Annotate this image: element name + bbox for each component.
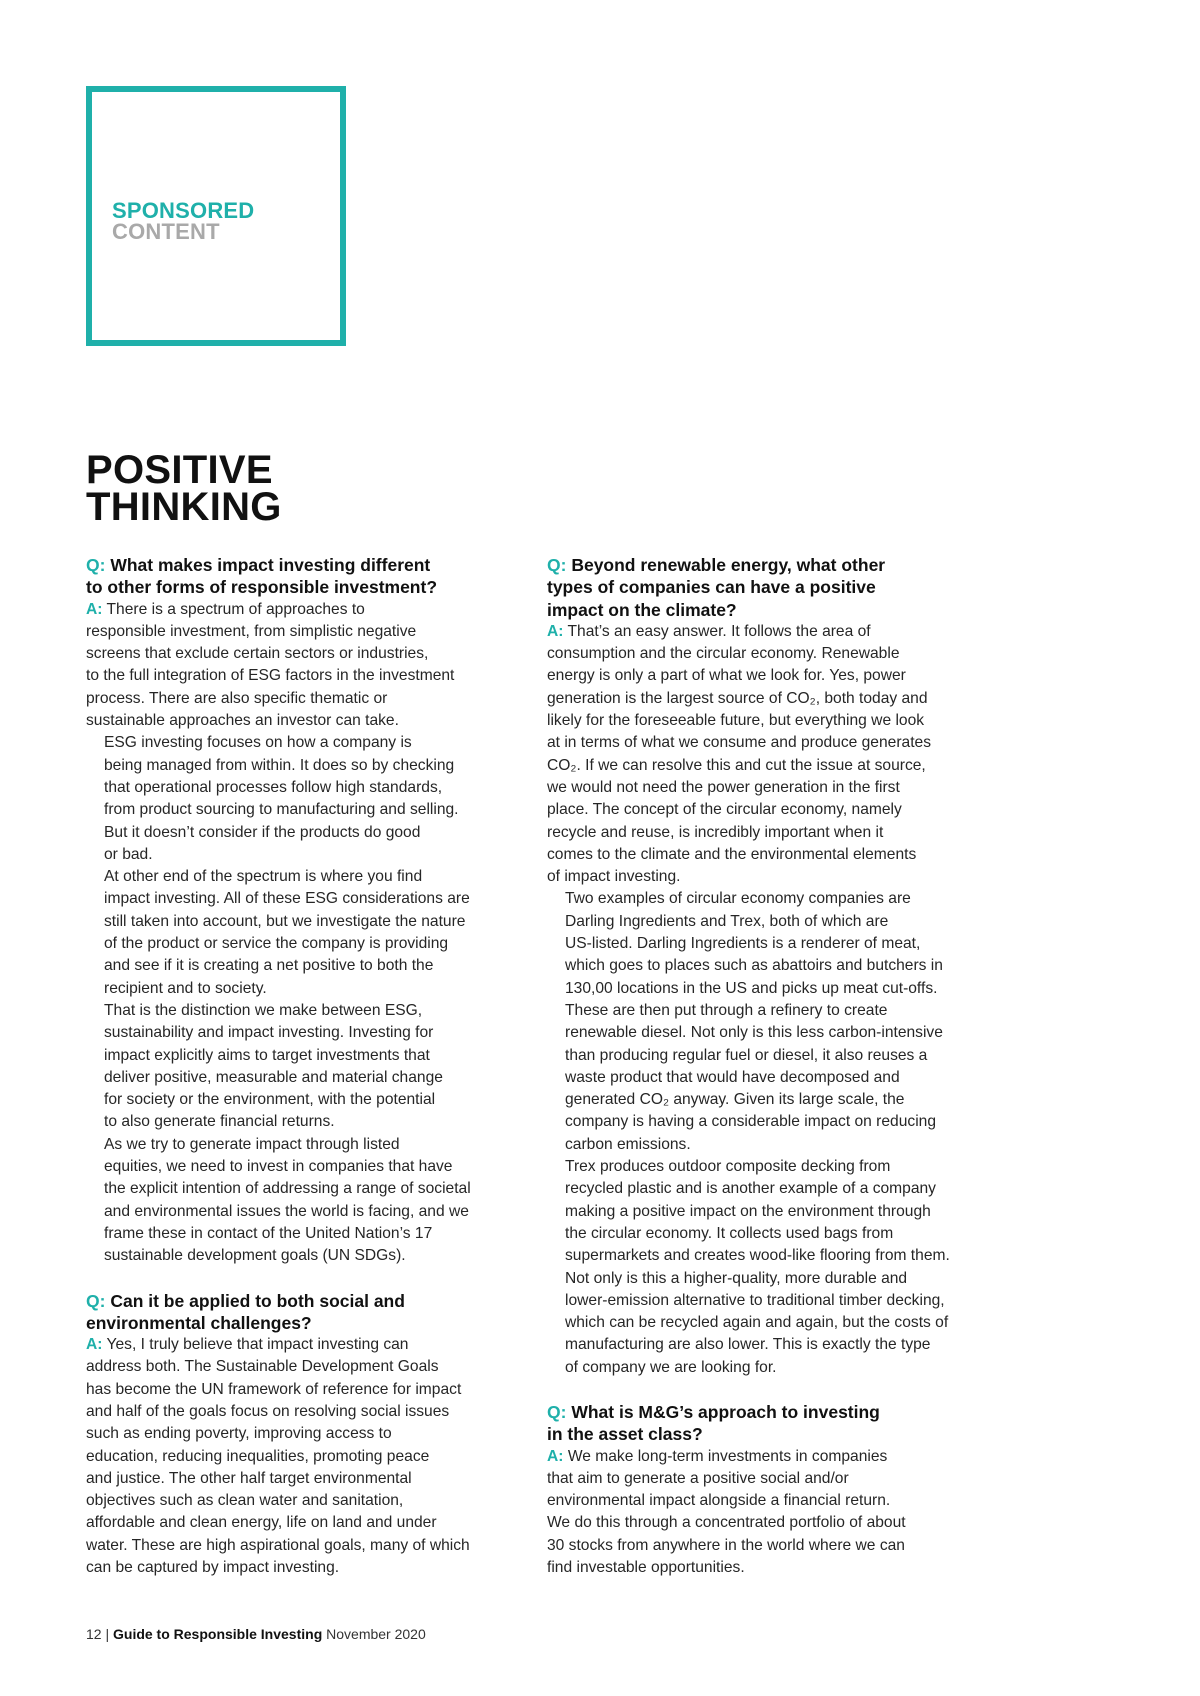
text-line: Yes, I truly believe that impact investing can <box>106 1336 409 1354</box>
answer-paragraph <box>547 1446 972 1580</box>
text-line: US-listed. Darling Ingredients is a renderer of meat, <box>565 935 921 953</box>
text-line: 30 stocks from anywhere in the world where we can <box>547 1536 905 1554</box>
page-footer <box>86 1626 426 1642</box>
text-line: environmental impact alongside a financial return. <box>547 1492 891 1510</box>
body-paragraph <box>86 1000 506 1134</box>
text-line: to also generate financial returns. <box>104 1113 335 1131</box>
text-line: affordable and clean energy, life on land and under <box>86 1514 437 1532</box>
text-line: objectives such as clean water and sanitation, <box>86 1492 404 1510</box>
text-line: supermarkets and creates wood-like flooring from them. <box>565 1247 950 1265</box>
text-line: ESG investing focuses on how a company is <box>104 734 412 752</box>
frame-corner <box>94 94 98 98</box>
text-line: still taken into account, but we investigate the nature <box>104 912 466 930</box>
text-line: CO₂. If we can resolve this and cut the issue at source, <box>547 756 926 774</box>
text-line: recycled plastic and is another example of a company <box>565 1180 936 1198</box>
title-line: POSITIVE <box>86 448 273 492</box>
text-line: Two examples of circular economy companies are <box>565 890 911 908</box>
text-line: sustainable approaches an investor can take. <box>86 712 399 730</box>
body-paragraph <box>86 1134 506 1268</box>
text-line: comes to the climate and the environmental elements <box>547 845 917 863</box>
text-line: find investable opportunities. <box>547 1559 745 1577</box>
text-line: screens that exclude certain sectors or industries, <box>86 645 429 663</box>
text-line: renewable diesel. Not only is this less carbon-intensive <box>565 1024 943 1042</box>
text-line: There is a spectrum of approaches to <box>106 600 365 618</box>
title-line: THINKING <box>86 485 282 529</box>
text-line: lower-emission alternative to traditional timber decking, <box>565 1291 945 1309</box>
question-prefix: Q: <box>547 1401 567 1422</box>
text-line: the explicit intention of addressing a range of societal <box>104 1180 471 1198</box>
text-line: energy is only a part of what we look for. Yes, power <box>547 667 906 685</box>
text-line: As we try to generate impact through listed <box>104 1135 400 1153</box>
text-line: recipient and to society. <box>104 979 267 997</box>
text-line: We do this through a concentrated portfolio of about <box>547 1514 906 1532</box>
text-line: 130,00 locations in the US and picks up meat cut-offs. <box>565 979 938 997</box>
text-line: that operational processes follow high standards, <box>104 778 443 796</box>
text-line: that aim to generate a positive social and/or <box>547 1469 849 1487</box>
question-prefix: Q: <box>86 555 106 575</box>
body-paragraph <box>86 732 506 866</box>
text-line: What is M&G’s approach to investing <box>571 1401 880 1422</box>
text-line: at in terms of what we consume and produce generates <box>547 734 931 752</box>
text-line: environmental challenges? <box>86 1312 312 1333</box>
text-line: We make long-term investments in companies <box>567 1447 888 1465</box>
question-heading <box>86 1290 506 1335</box>
badge-line-sponsored: SPONSORED <box>112 198 255 223</box>
text-line: At other end of the spectrum is where you find <box>104 868 423 886</box>
text-line: Beyond renewable energy, what other <box>571 555 886 575</box>
question-heading <box>547 554 972 621</box>
text-line: Trex produces outdoor composite decking from <box>565 1158 891 1176</box>
text-line: than producing regular fuel or diesel, it also reuses a <box>565 1046 928 1064</box>
answer-prefix: A: <box>547 1447 564 1465</box>
text-line: Can it be applied to both social and <box>110 1290 405 1311</box>
publication-date: November 2020 <box>326 1626 426 1642</box>
answer-prefix: A: <box>86 600 103 618</box>
text-line: recycle and reuse, is incredibly important when it <box>547 823 884 841</box>
text-line: manufacturing are also lower. This is exactly the type <box>565 1336 931 1354</box>
text-line: frame these in contact of the United Nation’s 17 <box>104 1224 433 1242</box>
text-line: types of companies can have a positive <box>547 577 876 598</box>
text-line: making a positive impact on the environment through <box>565 1202 931 1220</box>
sponsored-content-badge <box>86 86 346 346</box>
text-line: which can be recycled again and again, but the costs of <box>565 1314 949 1332</box>
text-line: deliver positive, measurable and material change <box>104 1068 443 1086</box>
text-line: of the product or service the company is providing <box>104 935 449 953</box>
badge-line-content: CONTENT <box>112 219 220 244</box>
answer-paragraph <box>86 1334 506 1579</box>
body-paragraph <box>547 888 972 1156</box>
text-line: of impact investing. <box>547 868 681 886</box>
question-heading <box>547 1401 972 1446</box>
text-line: which goes to places such as abattoirs and butchers in <box>565 957 943 975</box>
text-line: and see if it is creating a net positive to both the <box>104 957 434 975</box>
text-line: equities, we need to invest in companies that have <box>104 1158 453 1176</box>
text-line: That is the distinction we make between ESG, <box>104 1001 423 1019</box>
text-line: sustainable development goals (UN SDGs). <box>104 1247 406 1265</box>
text-line: or bad. <box>104 845 153 863</box>
footer-separator: | <box>105 1626 110 1642</box>
text-line: and half of the goals focus on resolving social issues <box>86 1402 450 1420</box>
text-line: waste product that would have decomposed and <box>565 1068 900 1086</box>
text-line: address both. The Sustainable Development Goals <box>86 1358 439 1376</box>
text-line: of company we are looking for. <box>565 1358 777 1376</box>
text-line: such as ending poverty, improving access to <box>86 1425 392 1443</box>
text-line: the circular economy. It collects used bags from <box>565 1224 894 1242</box>
question-prefix: Q: <box>86 1290 106 1311</box>
answer-prefix: A: <box>86 1336 103 1354</box>
text-line: Not only is this a higher-quality, more durable and <box>565 1269 908 1287</box>
text-line: But it doesn’t consider if the products do good <box>104 823 421 841</box>
text-line: for society or the environment, with the potential <box>104 1091 436 1109</box>
text-line: company is having a considerable impact on reducing <box>565 1113 936 1131</box>
text-line: process. There are also specific thematic or <box>86 689 388 707</box>
text-line: What makes impact investing different <box>110 555 431 575</box>
text-line: Darling Ingredients and Trex, both of which are <box>565 912 889 930</box>
text-line: consumption and the circular economy. Renewable <box>547 645 900 663</box>
text-line: generated CO₂ anyway. Given its large scale, the <box>565 1091 905 1109</box>
text-line: impact explicitly aims to target investments that <box>104 1046 430 1064</box>
text-line: likely for the foreseeable future, but everything we look <box>547 712 925 730</box>
answer-paragraph <box>86 599 506 733</box>
text-line: to other forms of responsible investment? <box>86 577 438 598</box>
text-line: from product sourcing to manufacturing and selling. <box>104 801 459 819</box>
body-paragraph <box>86 866 506 1000</box>
text-line: place. The concept of the circular economy, namely <box>547 801 902 819</box>
text-line: carbon emissions. <box>565 1135 691 1153</box>
text-line: education, reducing inequalities, promoting peace <box>86 1447 430 1465</box>
text-line: That’s an easy answer. It follows the area of <box>567 622 871 640</box>
text-line: impact investing. All of these ESG considerations are <box>104 890 470 908</box>
text-line: generation is the largest source of CO₂, both today and <box>547 689 928 707</box>
text-line: These are then put through a refinery to create <box>565 1001 888 1019</box>
publication-name: Guide to Responsible Investing <box>113 1626 323 1642</box>
text-line: we would not need the power generation in the first <box>547 778 900 796</box>
frame-corner <box>94 334 98 338</box>
text-line: can be captured by impact investing. <box>86 1559 340 1577</box>
frame-corner <box>334 94 338 98</box>
text-line: and justice. The other half target environmental <box>86 1469 412 1487</box>
badge-text <box>112 200 254 242</box>
right-column <box>547 554 972 1579</box>
body-paragraph <box>547 1156 972 1379</box>
page-number: 12 <box>86 1626 102 1642</box>
text-line: to the full integration of ESG factors in the investment <box>86 667 455 685</box>
article-title <box>86 448 282 529</box>
question-heading <box>86 554 506 599</box>
text-line: water. These are high aspirational goals, many of which <box>86 1536 470 1554</box>
answer-prefix: A: <box>547 622 564 640</box>
answer-paragraph <box>547 621 972 889</box>
question-prefix: Q: <box>547 555 567 575</box>
text-line: has become the UN framework of reference for impact <box>86 1380 462 1398</box>
text-line: in the asset class? <box>547 1424 703 1445</box>
text-line: responsible investment, from simplistic negative <box>86 622 417 640</box>
text-line: impact on the climate? <box>547 599 737 620</box>
frame-corner <box>334 334 338 338</box>
text-line: and environmental issues the world is facing, and we <box>104 1202 469 1220</box>
text-line: being managed from within. It does so by checking <box>104 756 455 774</box>
left-column <box>86 554 506 1579</box>
text-line: sustainability and impact investing. Investing for <box>104 1024 434 1042</box>
